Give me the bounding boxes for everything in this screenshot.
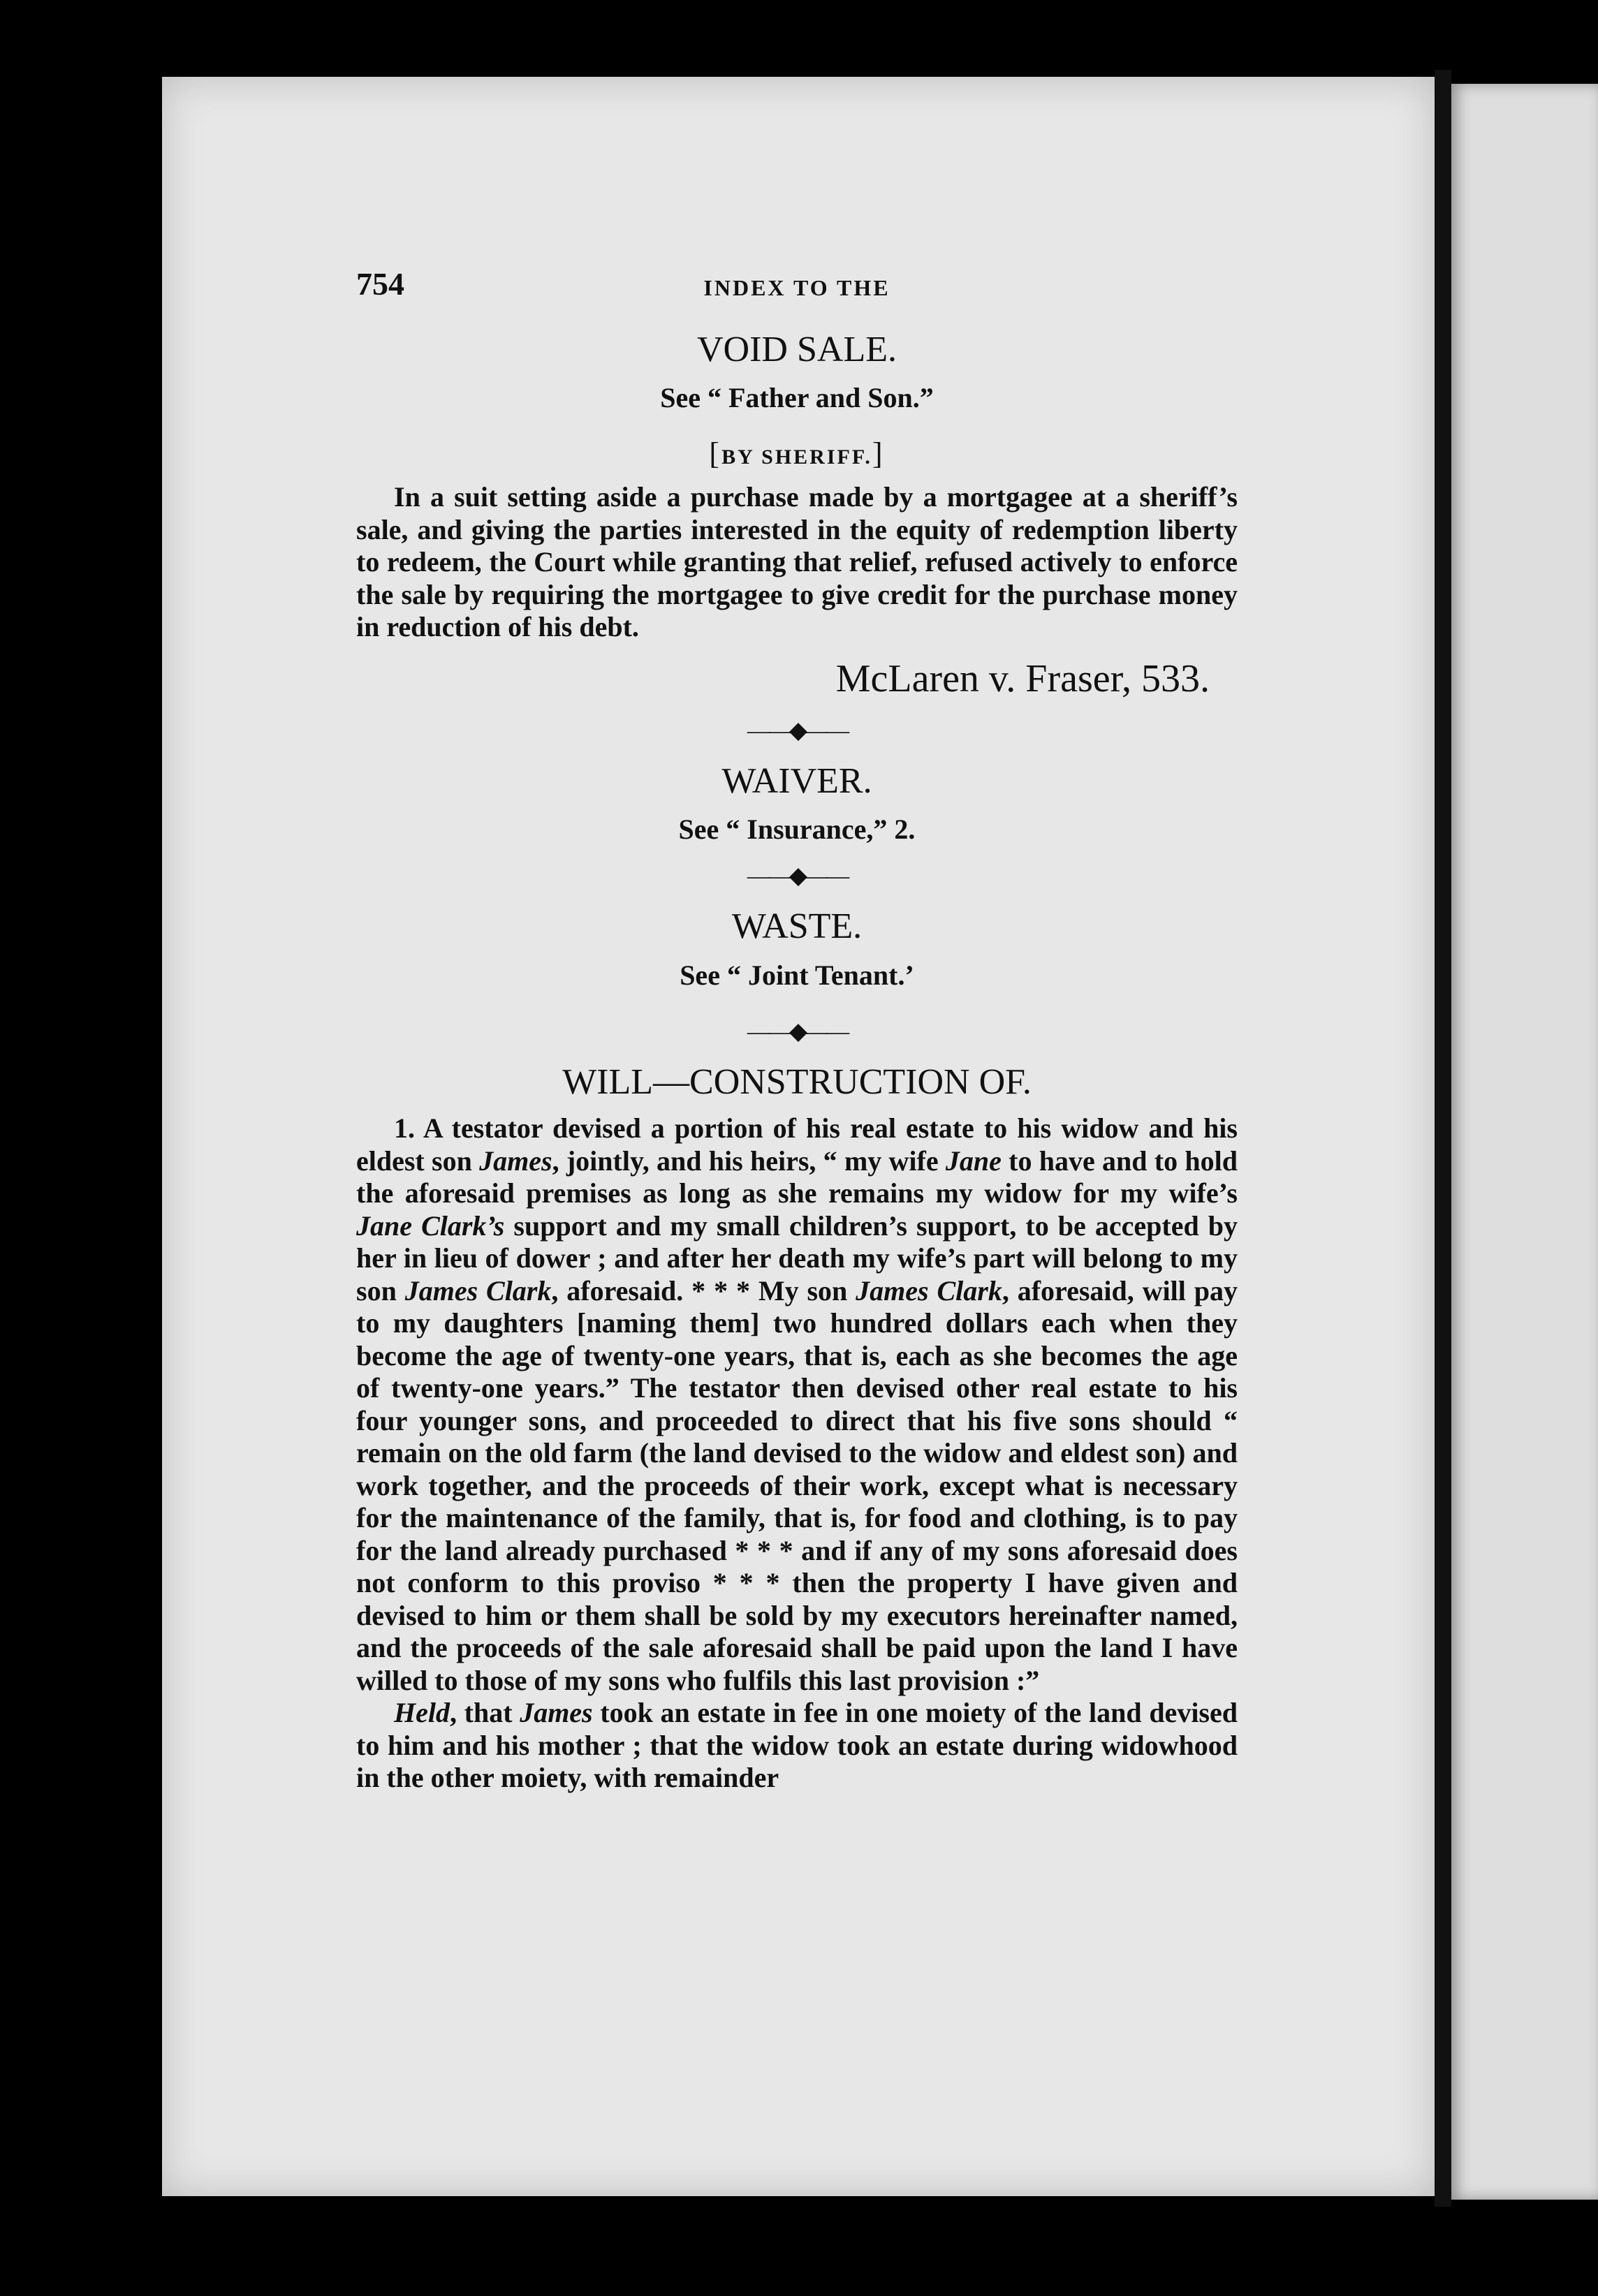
cross-reference-joint-tenant: See “ Joint Tenant.’ (680, 959, 914, 991)
text-run: , aforesaid. * * * My son (551, 1274, 856, 1307)
italic-name-james-clark: James Clark (404, 1274, 552, 1307)
adjacent-page-edge (1451, 84, 1598, 2200)
section-will-construction (356, 1061, 1238, 1795)
void-sale-paragraph: In a suit setting aside a purchase made by a mortgagee at a sheriff’s sale, and giving the parties interested in the equity of redemption liberty to redeem, the Court while granting that relief, refused actively to enforce the sale by requiring the mortgagee to give credit for the purchase money in reduction of his debt. (356, 481, 1238, 643)
italic-name-james-clark: James Clark (856, 1274, 1002, 1307)
heading-waiver: WAIVER. (721, 760, 872, 801)
page-header (356, 265, 1238, 328)
page-number: 754 (356, 266, 404, 302)
will-paragraph-held (356, 1697, 1238, 1795)
section-divider: ——◆—— (747, 863, 847, 890)
italic-name-james: James (520, 1697, 593, 1729)
heading-waste: WASTE. (731, 906, 863, 947)
running-title: INDEX TO THE (703, 275, 890, 300)
section-waiver (356, 760, 1238, 846)
text-run: to have and to hold the aforesaid premises as long as she remains my widow for my wife’s (356, 1145, 1238, 1209)
italic-name-jane: Jane (945, 1145, 1002, 1177)
text-run: , aforesaid, will pay to my daughters [naming them] two hundred dollars each when they become the age of twenty-one years, that is, each as she becomes the age of twenty-one years.” The testator then devised other real estate to his four younger sons, and proceeded to direct that his five sons should “ remain on the old farm (the land devised to the widow and eldest son) and work together, and the proceeds of their work, except what is necessary for the maintenance of the family, that is, for food and clothing, is to pay for the land already purchased * * * and if any of my sons aforesaid does not conform to this proviso * * * then the property I have given and devised to him or them shall be sold by my executors hereinafter named, and the proceeds of the sale aforesaid shall be paid upon the land I have willed to those of my sons who fulfils this last provision :” (356, 1274, 1238, 1696)
section-void-sale (356, 328, 1238, 701)
section-divider: ——◆—— (747, 717, 847, 744)
italic-name-jane-clark: Jane Clark’s (356, 1209, 505, 1242)
section-waste (356, 905, 1238, 992)
heading-will-construction: WILL—CONSTRUCTION OF. (562, 1061, 1032, 1102)
case-citation: McLaren v. Fraser, 533. (835, 656, 1210, 700)
cross-reference-father-and-son: See “ Father and Son.” (660, 382, 934, 414)
page-content (356, 265, 1238, 1795)
bracket-open: [ (709, 436, 722, 471)
text-run: , that (449, 1697, 520, 1729)
subheading-by-sheriff (356, 436, 1238, 471)
italic-held: Held (394, 1697, 450, 1729)
heading-void-sale: VOID SALE. (697, 330, 897, 369)
italic-name-james: James (479, 1145, 552, 1177)
scan-border-left (0, 0, 168, 2296)
bracket-close: ] (872, 436, 885, 471)
text-run: 1. A testator devised a portion of his real estate to his widow and his eldest son (356, 1112, 1238, 1177)
cross-reference-insurance: See “ Insurance,” 2. (678, 814, 916, 846)
section-divider: ——◆—— (747, 1018, 847, 1045)
page-gutter (1435, 70, 1451, 2207)
text-run: , jointly, and his heirs, “ my wife (552, 1145, 946, 1177)
text-run: took an estate in fee in one moiety of the land devised to him and his mother ; that the widow took an estate during widowhood in the other moiety, with remainder (356, 1697, 1238, 1794)
text-run: support and my small children’s support, to be accepted by her in lieu of dower ; and after her death my wife’s part will belong to my son (356, 1209, 1238, 1307)
subheading-text: BY SHERIFF. (721, 446, 872, 469)
will-paragraph-1 (356, 1112, 1238, 1697)
